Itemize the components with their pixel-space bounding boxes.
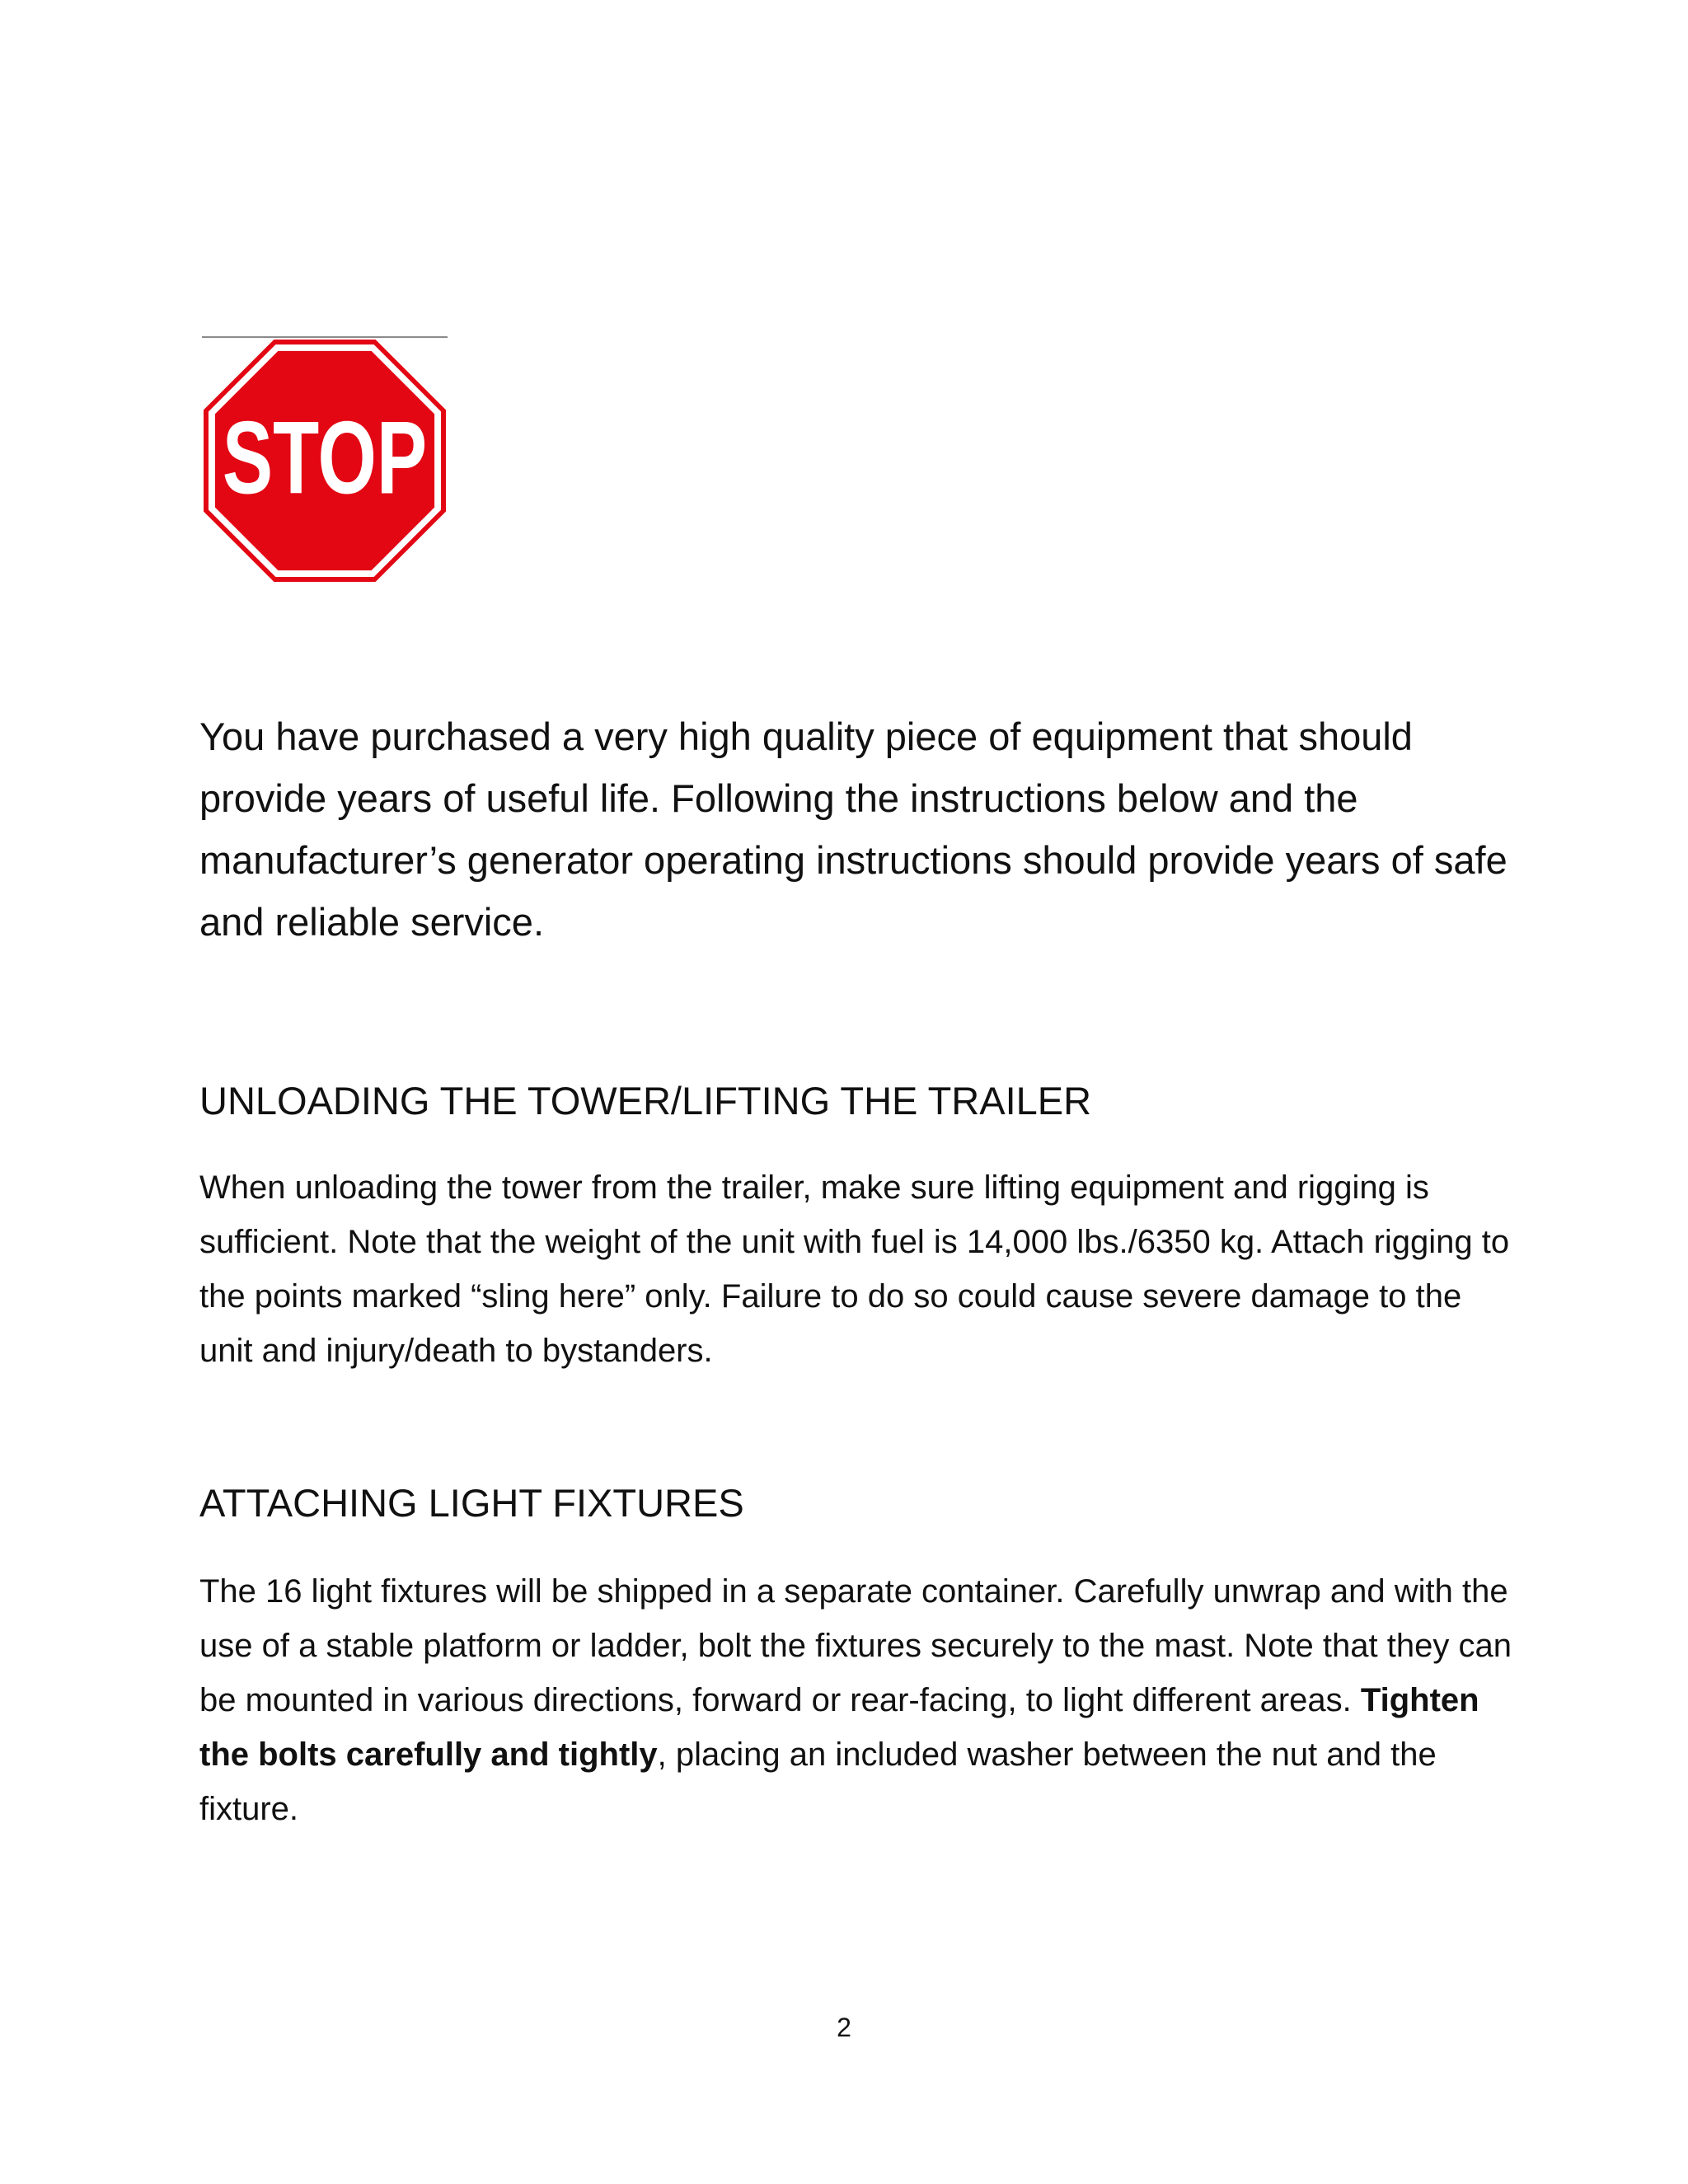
intro-paragraph: You have purchased a very high quality piece of equipment that should provide years of useful life. Following the instructions below and the manufacturer’s generator operating instructions should provide years of safe and reliable service.	[199, 715, 1507, 944]
stop-sign-text: STOP	[222, 400, 428, 516]
page-number: 2	[837, 2013, 851, 2042]
section-body-fixtures	[199, 1564, 1518, 1836]
stop-sign-icon	[202, 338, 448, 583]
fixtures-body-text: The 16 light fixtures will be shipped in a separate container. Carefully unwrap and with the use of a stable platform or ladder, bolt the fixtures securely to the mast. Note that they can be mounted in various directions, forward or rear-facing, to light different areas.	[199, 1573, 1512, 1718]
fixtures-body-bold-text: Tighten the bolts carefully and tightly	[199, 1682, 1479, 1773]
section-heading-fixtures: ATTACHING LIGHT FIXTURES	[199, 1481, 744, 1525]
section-heading-unloading: UNLOADING THE TOWER/LIFTING THE TRAILER	[199, 1079, 1092, 1122]
section-body-unloading: When unloading the tower from the trailer, make sure lifting equipment and rigging is sufficient. Note that the weight of the unit with fuel is 14,000 lbs./6350 kg. Attach rigging to the points marked “sling here” only. Failure to do so could cause severe damage to the unit and injury/death to bystanders.	[199, 1169, 1510, 1369]
fixtures-body-text-end: , placing an included washer between the nut and the fixture.	[199, 1736, 1437, 1827]
